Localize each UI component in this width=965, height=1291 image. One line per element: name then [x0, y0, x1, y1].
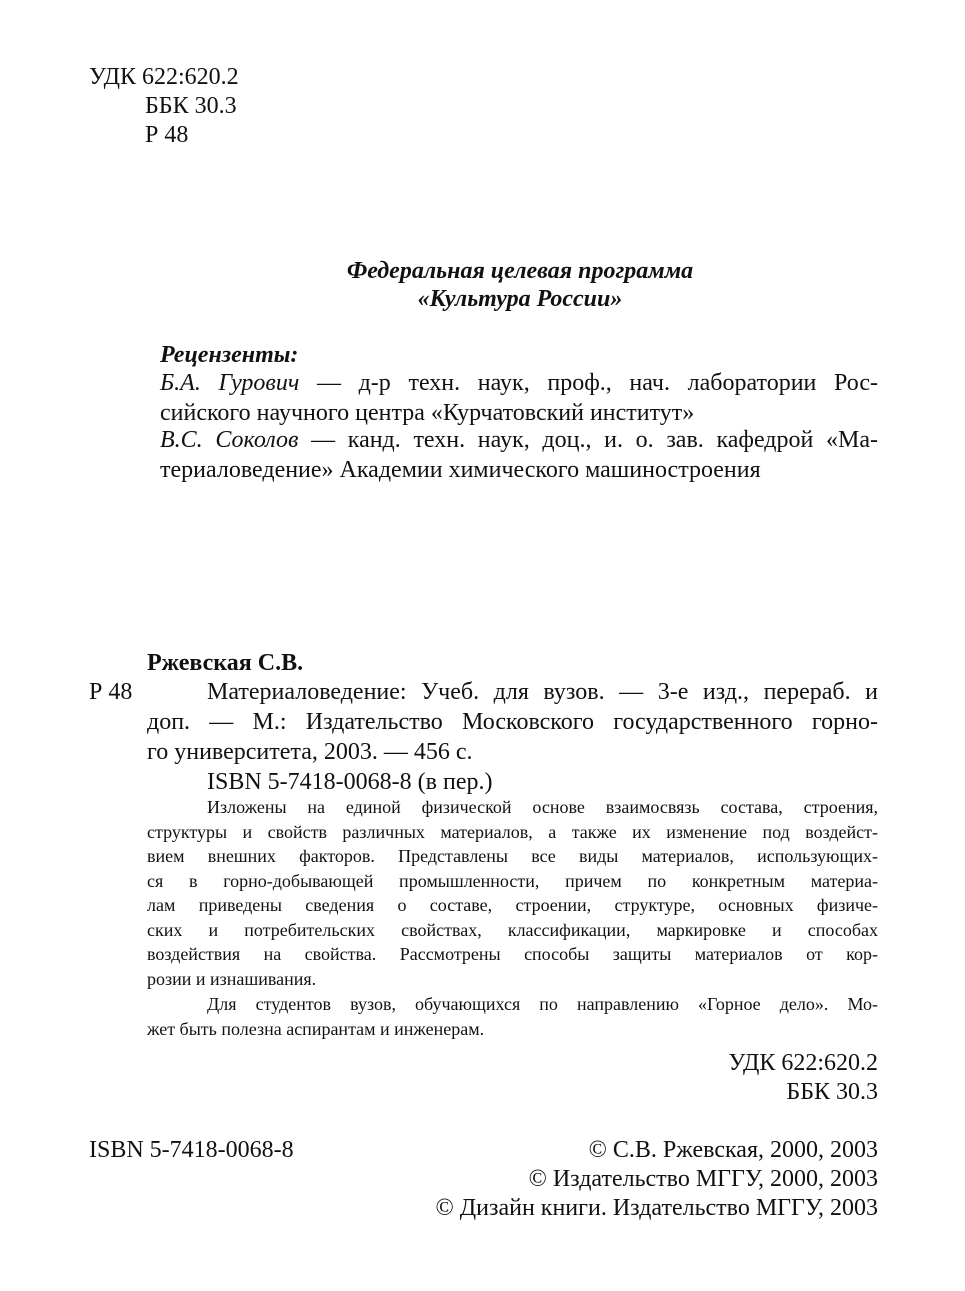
annotation-line: ся в горно-добывающей промышленности, причем по конкретным материа-: [147, 870, 878, 891]
reviewers-heading: Рецензенты:: [160, 342, 299, 368]
bbk-code-bottom: ББК 30.3: [786, 1079, 878, 1105]
author-sign-top: Р 48: [145, 122, 189, 148]
reviewer-1-name: Б.А. Гурович: [160, 370, 300, 396]
annotation-line: Изложены на единой физической основе взаимосвязь состава, строения,: [207, 797, 878, 817]
catalog-isbn: ISBN 5-7418-0068-8 (в пер.): [207, 769, 493, 795]
reviewer-2-line2: териаловедение» Академии химического машиностроения: [160, 457, 761, 483]
catalog-title-line3: го университета, 2003. — 456 с.: [147, 739, 473, 765]
udk-code-bottom: УДК 622:620.2: [728, 1050, 878, 1076]
annotation-line: вием внешних факторов. Представлены все виды материалов, использующих-: [147, 846, 878, 866]
copyright-author: © С.В. Ржевская, 2000, 2003: [588, 1137, 878, 1163]
catalog-sign: Р 48: [89, 679, 133, 705]
reviewer-1-line2: сийского научного центра «Курчатовский институт»: [160, 400, 695, 426]
annotation-line: розии и изнашивания.: [147, 968, 317, 989]
audience-line1: Для студентов вузов, обучающихся по направлению «Горное дело». Мо-: [207, 994, 878, 1014]
reviewer-2-line1: — канд. техн. наук, доц., и. о. зав. кафедрой «Ма-: [311, 427, 879, 453]
reviewer-2-name: В.С. Соколов: [160, 427, 299, 453]
catalog-title-line2: доп. — М.: Издательство Московского государственного горно-: [147, 709, 878, 735]
footer-isbn: ISBN 5-7418-0068-8: [89, 1137, 294, 1163]
catalog-author: Ржевская С.В.: [147, 650, 304, 676]
annotation-line: ских и потребительских свойствах, классификации, маркировке и способах: [147, 919, 878, 940]
copyright-design: © Дизайн книги. Издательство МГГУ, 2003: [435, 1195, 878, 1221]
catalog-title-line1: Материаловедение: Учеб. для вузов. — 3-е изд., перераб. и: [207, 679, 878, 705]
bbk-code-top: ББК 30.3: [145, 93, 237, 119]
annotation-line: лам приведены сведения о составе, строении, структуре, основных физиче-: [147, 895, 878, 915]
annotation-line: воздействия на свойства. Рассмотрены способы защиты материалов от кор-: [147, 944, 878, 964]
udk-code-top: УДК 622:620.2: [89, 64, 239, 90]
reviewer-1-line1: — д-р техн. наук, проф., нач. лаборатории Рос-: [316, 370, 879, 396]
reviewer-1: [160, 368, 878, 428]
program-title: Федеральная целевая программа: [346, 258, 694, 284]
annotation-line: структуры и свойств различных материалов, а также их изменение под воздейст-: [147, 821, 878, 842]
audience-line2: жет быть полезна аспирантам и инженерам.: [147, 1018, 485, 1039]
reviewer-2: [160, 425, 878, 485]
catalog-description: [147, 677, 878, 797]
copyright-publisher: © Издательство МГГУ, 2000, 2003: [528, 1166, 878, 1192]
annotation: [147, 795, 878, 1041]
program-name: «Культура России»: [417, 286, 623, 312]
